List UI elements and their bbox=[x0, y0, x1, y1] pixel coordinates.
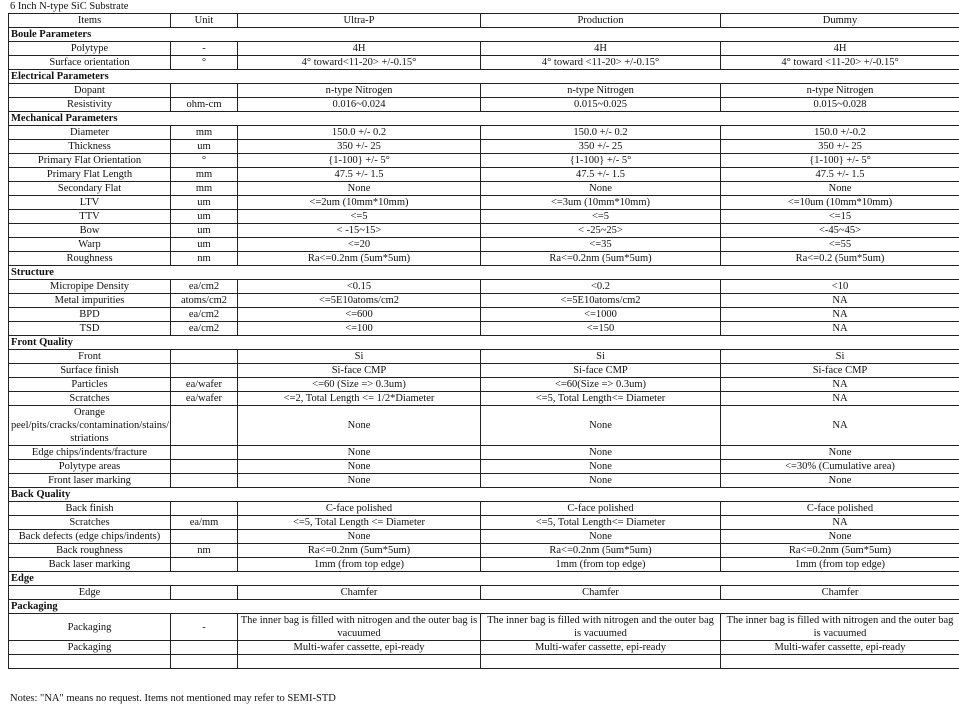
ultra-p-cell: <=5 bbox=[238, 210, 481, 224]
item-cell: Diameter bbox=[9, 126, 171, 140]
section-row bbox=[9, 336, 959, 350]
dummy-cell: Chamfer bbox=[721, 586, 959, 600]
production-cell: Ra<=0.2nm (5um*5um) bbox=[481, 544, 721, 558]
table-row bbox=[9, 42, 959, 56]
table-row bbox=[9, 98, 959, 112]
dummy-cell: <=30% (Cumulative area) bbox=[721, 460, 959, 474]
unit-cell bbox=[171, 406, 238, 446]
table-row bbox=[9, 516, 959, 530]
header-items: Items bbox=[9, 14, 171, 28]
unit-cell: ohm-cm bbox=[171, 98, 238, 112]
ultra-p-cell: <=5E10atoms/cm2 bbox=[238, 294, 481, 308]
item-cell: Back finish bbox=[9, 502, 171, 516]
production-cell: 1mm (from top edge) bbox=[481, 558, 721, 572]
unit-cell: nm bbox=[171, 252, 238, 266]
ultra-p-cell: Si bbox=[238, 350, 481, 364]
document-title: 6 Inch N-type SiC Substrate bbox=[10, 1, 129, 12]
blank-row bbox=[9, 655, 959, 669]
item-cell: Packaging bbox=[9, 641, 171, 655]
empty-cell bbox=[9, 655, 171, 669]
table-row bbox=[9, 224, 959, 238]
ultra-p-cell: None bbox=[238, 474, 481, 488]
item-cell: Dopant bbox=[9, 84, 171, 98]
unit-cell: ea/wafer bbox=[171, 392, 238, 406]
table-row bbox=[9, 294, 959, 308]
item-cell: Packaging bbox=[9, 614, 171, 641]
empty-cell bbox=[238, 655, 481, 669]
dummy-cell: Si bbox=[721, 350, 959, 364]
table-row bbox=[9, 544, 959, 558]
production-cell: C-face polished bbox=[481, 502, 721, 516]
unit-cell: um bbox=[171, 238, 238, 252]
unit-cell: mm bbox=[171, 168, 238, 182]
production-cell: 150.0 +/- 0.2 bbox=[481, 126, 721, 140]
dummy-cell: 0.015~0.028 bbox=[721, 98, 959, 112]
dummy-cell: 150.0 +/-0.2 bbox=[721, 126, 959, 140]
table-row bbox=[9, 378, 959, 392]
header-ultra-p: Ultra-P bbox=[238, 14, 481, 28]
dummy-cell: 350 +/- 25 bbox=[721, 140, 959, 154]
unit-cell: atoms/cm2 bbox=[171, 294, 238, 308]
dummy-cell: 4H bbox=[721, 42, 959, 56]
section-title: Mechanical Parameters bbox=[9, 112, 959, 126]
production-cell: <=3um (10mm*10mm) bbox=[481, 196, 721, 210]
table-row bbox=[9, 474, 959, 488]
ultra-p-cell: Ra<=0.2nm (5um*5um) bbox=[238, 544, 481, 558]
table-row bbox=[9, 392, 959, 406]
table-row bbox=[9, 154, 959, 168]
table-row bbox=[9, 308, 959, 322]
unit-cell: ea/cm2 bbox=[171, 322, 238, 336]
dummy-cell: The inner bag is filled with nitrogen and the outer bag is vacuumed bbox=[721, 614, 959, 641]
production-cell: The inner bag is filled with nitrogen and the outer bag is vacuumed bbox=[481, 614, 721, 641]
production-cell: None bbox=[481, 530, 721, 544]
unit-cell bbox=[171, 474, 238, 488]
table-row bbox=[9, 56, 959, 70]
ultra-p-cell: {1-100} +/- 5° bbox=[238, 154, 481, 168]
ultra-p-cell: None bbox=[238, 530, 481, 544]
section-row bbox=[9, 488, 959, 502]
section-row bbox=[9, 28, 959, 42]
unit-cell bbox=[171, 84, 238, 98]
empty-cell bbox=[171, 655, 238, 669]
section-row bbox=[9, 112, 959, 126]
table-row bbox=[9, 614, 959, 641]
table-row bbox=[9, 182, 959, 196]
item-cell: Resistivity bbox=[9, 98, 171, 112]
unit-cell: um bbox=[171, 224, 238, 238]
production-cell: 4° toward <11-20> +/-0.15° bbox=[481, 56, 721, 70]
item-cell: Primary Flat Orientation bbox=[9, 154, 171, 168]
table-row bbox=[9, 322, 959, 336]
production-cell: None bbox=[481, 406, 721, 446]
empty-cell bbox=[721, 655, 959, 669]
production-cell: <=1000 bbox=[481, 308, 721, 322]
item-cell: Surface finish bbox=[9, 364, 171, 378]
production-cell: <=150 bbox=[481, 322, 721, 336]
ultra-p-cell: <=60 (Size => 0.3um) bbox=[238, 378, 481, 392]
unit-cell: ea/cm2 bbox=[171, 308, 238, 322]
item-cell: Surface orientation bbox=[9, 56, 171, 70]
production-cell: Si-face CMP bbox=[481, 364, 721, 378]
ultra-p-cell: <=2, Total Length <= 1/2*Diameter bbox=[238, 392, 481, 406]
production-cell: Multi-wafer cassette, epi-ready bbox=[481, 641, 721, 655]
unit-cell: um bbox=[171, 140, 238, 154]
ultra-p-cell: None bbox=[238, 182, 481, 196]
section-title: Structure bbox=[9, 266, 959, 280]
section-title: Edge bbox=[9, 572, 959, 586]
production-cell: <0.2 bbox=[481, 280, 721, 294]
item-cell: Orange peel/pits/cracks/contamination/stains/ striations bbox=[9, 406, 171, 446]
ultra-p-cell: <=20 bbox=[238, 238, 481, 252]
ultra-p-cell: 350 +/- 25 bbox=[238, 140, 481, 154]
item-cell: Metal impurities bbox=[9, 294, 171, 308]
ultra-p-cell: None bbox=[238, 460, 481, 474]
ultra-p-cell: The inner bag is filled with nitrogen and the outer bag is vacuumed bbox=[238, 614, 481, 641]
ultra-p-cell: Si-face CMP bbox=[238, 364, 481, 378]
dummy-cell: 47.5 +/- 1.5 bbox=[721, 168, 959, 182]
section-row bbox=[9, 572, 959, 586]
production-cell: <=5, Total Length<= Diameter bbox=[481, 516, 721, 530]
empty-cell bbox=[481, 655, 721, 669]
ultra-p-cell: Ra<=0.2nm (5um*5um) bbox=[238, 252, 481, 266]
unit-cell bbox=[171, 502, 238, 516]
unit-cell: ° bbox=[171, 154, 238, 168]
production-cell: {1-100} +/- 5° bbox=[481, 154, 721, 168]
item-cell: Back laser marking bbox=[9, 558, 171, 572]
unit-cell: ea/cm2 bbox=[171, 280, 238, 294]
unit-cell: ° bbox=[171, 56, 238, 70]
dummy-cell: None bbox=[721, 474, 959, 488]
item-cell: Secondary Flat bbox=[9, 182, 171, 196]
item-cell: Micropipe Density bbox=[9, 280, 171, 294]
dummy-cell: <=10um (10mm*10mm) bbox=[721, 196, 959, 210]
unit-cell: nm bbox=[171, 544, 238, 558]
unit-cell bbox=[171, 446, 238, 460]
unit-cell: um bbox=[171, 196, 238, 210]
production-cell: None bbox=[481, 182, 721, 196]
dummy-cell: <=55 bbox=[721, 238, 959, 252]
unit-cell: ea/wafer bbox=[171, 378, 238, 392]
production-cell: Chamfer bbox=[481, 586, 721, 600]
unit-cell bbox=[171, 350, 238, 364]
production-cell: <=5E10atoms/cm2 bbox=[481, 294, 721, 308]
item-cell: BPD bbox=[9, 308, 171, 322]
table-row bbox=[9, 168, 959, 182]
section-row bbox=[9, 70, 959, 84]
header-production: Production bbox=[481, 14, 721, 28]
production-cell: <=60(Size => 0.3um) bbox=[481, 378, 721, 392]
ultra-p-cell: 4H bbox=[238, 42, 481, 56]
item-cell: Edge bbox=[9, 586, 171, 600]
production-cell: None bbox=[481, 446, 721, 460]
ultra-p-cell: < -15~15> bbox=[238, 224, 481, 238]
ultra-p-cell: <=2um (10mm*10mm) bbox=[238, 196, 481, 210]
ultra-p-cell: 4° toward<11-20> +/-0.15° bbox=[238, 56, 481, 70]
dummy-cell: Multi-wafer cassette, epi-ready bbox=[721, 641, 959, 655]
item-cell: Edge chips/indents/fracture bbox=[9, 446, 171, 460]
dummy-cell: NA bbox=[721, 392, 959, 406]
dummy-cell: NA bbox=[721, 406, 959, 446]
table-row bbox=[9, 364, 959, 378]
item-cell: Thickness bbox=[9, 140, 171, 154]
unit-cell: ea/mm bbox=[171, 516, 238, 530]
item-cell: Polytype bbox=[9, 42, 171, 56]
item-cell: Warp bbox=[9, 238, 171, 252]
dummy-cell: NA bbox=[721, 322, 959, 336]
unit-cell: um bbox=[171, 210, 238, 224]
production-cell: 47.5 +/- 1.5 bbox=[481, 168, 721, 182]
dummy-cell: NA bbox=[721, 378, 959, 392]
dummy-cell: Ra<=0.2 (5um*5um) bbox=[721, 252, 959, 266]
item-cell: Back defects (edge chips/indents) bbox=[9, 530, 171, 544]
header-unit: Unit bbox=[171, 14, 238, 28]
ultra-p-cell: <=600 bbox=[238, 308, 481, 322]
dummy-cell: NA bbox=[721, 516, 959, 530]
item-cell: Front laser marking bbox=[9, 474, 171, 488]
header-dummy: Dummy bbox=[721, 14, 959, 28]
ultra-p-cell: 0.016~0.024 bbox=[238, 98, 481, 112]
production-cell: <=35 bbox=[481, 238, 721, 252]
ultra-p-cell: n-type Nitrogen bbox=[238, 84, 481, 98]
production-cell: 0.015~0.025 bbox=[481, 98, 721, 112]
dummy-cell: {1-100} +/- 5° bbox=[721, 154, 959, 168]
ultra-p-cell: 1mm (from top edge) bbox=[238, 558, 481, 572]
table-row bbox=[9, 84, 959, 98]
production-cell: Si bbox=[481, 350, 721, 364]
section-title: Back Quality bbox=[9, 488, 959, 502]
production-cell: Ra<=0.2nm (5um*5um) bbox=[481, 252, 721, 266]
table-row bbox=[9, 126, 959, 140]
ultra-p-cell: None bbox=[238, 446, 481, 460]
table-row bbox=[9, 350, 959, 364]
production-cell: <=5 bbox=[481, 210, 721, 224]
unit-cell bbox=[171, 558, 238, 572]
production-cell: 350 +/- 25 bbox=[481, 140, 721, 154]
dummy-cell: C-face polished bbox=[721, 502, 959, 516]
production-cell: None bbox=[481, 460, 721, 474]
dummy-cell: 1mm (from top edge) bbox=[721, 558, 959, 572]
dummy-cell: Ra<=0.2nm (5um*5um) bbox=[721, 544, 959, 558]
production-cell: 4H bbox=[481, 42, 721, 56]
dummy-cell: NA bbox=[721, 308, 959, 322]
dummy-cell: None bbox=[721, 446, 959, 460]
table-row bbox=[9, 196, 959, 210]
item-cell: TTV bbox=[9, 210, 171, 224]
section-title: Packaging bbox=[9, 600, 959, 614]
spec-table bbox=[8, 13, 959, 669]
table-row bbox=[9, 641, 959, 655]
item-cell: Roughness bbox=[9, 252, 171, 266]
dummy-cell: None bbox=[721, 182, 959, 196]
item-cell: TSD bbox=[9, 322, 171, 336]
ultra-p-cell: 47.5 +/- 1.5 bbox=[238, 168, 481, 182]
ultra-p-cell: Multi-wafer cassette, epi-ready bbox=[238, 641, 481, 655]
unit-cell bbox=[171, 641, 238, 655]
item-cell: Bow bbox=[9, 224, 171, 238]
item-cell: LTV bbox=[9, 196, 171, 210]
item-cell: Front bbox=[9, 350, 171, 364]
section-row bbox=[9, 266, 959, 280]
ultra-p-cell: <0.15 bbox=[238, 280, 481, 294]
production-cell: <=5, Total Length<= Diameter bbox=[481, 392, 721, 406]
ultra-p-cell: C-face polished bbox=[238, 502, 481, 516]
notes: Notes: "NA" means no request. Items not mentioned may refer to SEMI-STD bbox=[10, 693, 336, 704]
table-row bbox=[9, 446, 959, 460]
table-row bbox=[9, 210, 959, 224]
table-row bbox=[9, 502, 959, 516]
dummy-cell: n-type Nitrogen bbox=[721, 84, 959, 98]
unit-cell bbox=[171, 364, 238, 378]
item-cell: Scratches bbox=[9, 516, 171, 530]
ultra-p-cell: 150.0 +/- 0.2 bbox=[238, 126, 481, 140]
ultra-p-cell: None bbox=[238, 406, 481, 446]
dummy-cell: Si-face CMP bbox=[721, 364, 959, 378]
table-row bbox=[9, 460, 959, 474]
section-row bbox=[9, 600, 959, 614]
production-cell: None bbox=[481, 474, 721, 488]
unit-cell: mm bbox=[171, 182, 238, 196]
dummy-cell: None bbox=[721, 530, 959, 544]
ultra-p-cell: Chamfer bbox=[238, 586, 481, 600]
dummy-cell: <-45~45> bbox=[721, 224, 959, 238]
production-cell: < -25~25> bbox=[481, 224, 721, 238]
unit-cell: mm bbox=[171, 126, 238, 140]
ultra-p-cell: <=100 bbox=[238, 322, 481, 336]
unit-cell bbox=[171, 530, 238, 544]
table-row bbox=[9, 586, 959, 600]
item-cell: Back roughness bbox=[9, 544, 171, 558]
section-title: Front Quality bbox=[9, 336, 959, 350]
table-row bbox=[9, 406, 959, 446]
production-cell: n-type Nitrogen bbox=[481, 84, 721, 98]
ultra-p-cell: <=5, Total Length <= Diameter bbox=[238, 516, 481, 530]
unit-cell bbox=[171, 460, 238, 474]
dummy-cell: NA bbox=[721, 294, 959, 308]
dummy-cell: <10 bbox=[721, 280, 959, 294]
table-row bbox=[9, 140, 959, 154]
table-row bbox=[9, 280, 959, 294]
section-title: Electrical Parameters bbox=[9, 70, 959, 84]
item-cell: Scratches bbox=[9, 392, 171, 406]
unit-cell: - bbox=[171, 614, 238, 641]
unit-cell: - bbox=[171, 42, 238, 56]
item-cell: Polytype areas bbox=[9, 460, 171, 474]
dummy-cell: <=15 bbox=[721, 210, 959, 224]
table-row bbox=[9, 530, 959, 544]
header-row bbox=[9, 14, 959, 28]
unit-cell bbox=[171, 586, 238, 600]
item-cell: Particles bbox=[9, 378, 171, 392]
table-row bbox=[9, 238, 959, 252]
table-row bbox=[9, 252, 959, 266]
section-title: Boule Parameters bbox=[9, 28, 959, 42]
dummy-cell: 4° toward <11-20> +/-0.15° bbox=[721, 56, 959, 70]
table-row bbox=[9, 558, 959, 572]
item-cell: Primary Flat Length bbox=[9, 168, 171, 182]
